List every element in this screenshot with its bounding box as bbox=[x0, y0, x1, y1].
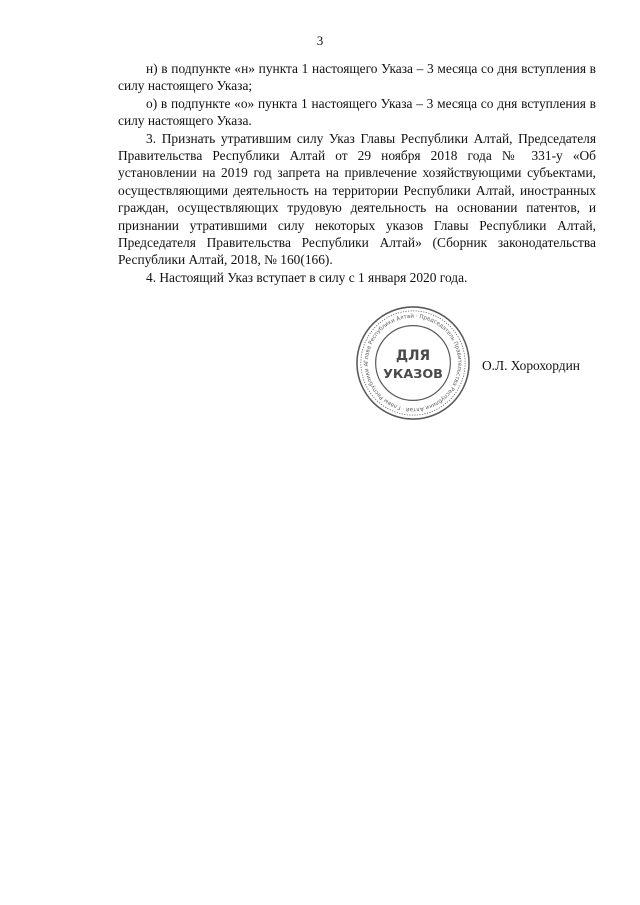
signature-block bbox=[340, 300, 600, 430]
paragraph-4: 4. Настоящий Указ вступает в силу с 1 января 2020 года. bbox=[146, 269, 468, 285]
page-number: 3 bbox=[316, 33, 324, 48]
paragraph-o: о) в подпункте «о» пункта 1 настоящего Указа – 3 месяца со дня вступления в силу настоящего Указа. bbox=[118, 95, 596, 129]
paragraph-3: 3. Признать утратившим силу Указ Главы Республики Алтай, Председателя Правительства Республики Алтай от 29 ноября 2018 года № 331-у «Об установлении на 2019 год запрета на привлечение хозяйствующими субъектами, осуществляющими деятельность на территории Республики Алтай, иностранных граждан, осуществляющих трудовую деятельность на основании патентов, и признании утратившими силу некоторых указов Главы Республики Алтай, Председателя Правительства Республики Алтай» (Сборник законодательства Республики Алтай, 2018, № 160(166). bbox=[118, 130, 596, 268]
paragraph-n: н) в подпункте «н» пункта 1 настоящего Указа – 3 месяца со дня вступления в силу настоящего Указа; bbox=[118, 61, 596, 94]
stamp-line-2: УКАЗОВ bbox=[383, 366, 443, 382]
signer-name: О.Л. Хорохордин bbox=[482, 358, 580, 373]
stamp-ring-text: Глава Республики Алтай · Председатель Правительства Республики Алтай · Главы Республики А bbox=[363, 313, 463, 413]
document-body bbox=[118, 60, 596, 286]
stamp-line-1: ДЛЯ bbox=[395, 348, 431, 365]
official-stamp-icon bbox=[354, 304, 472, 422]
